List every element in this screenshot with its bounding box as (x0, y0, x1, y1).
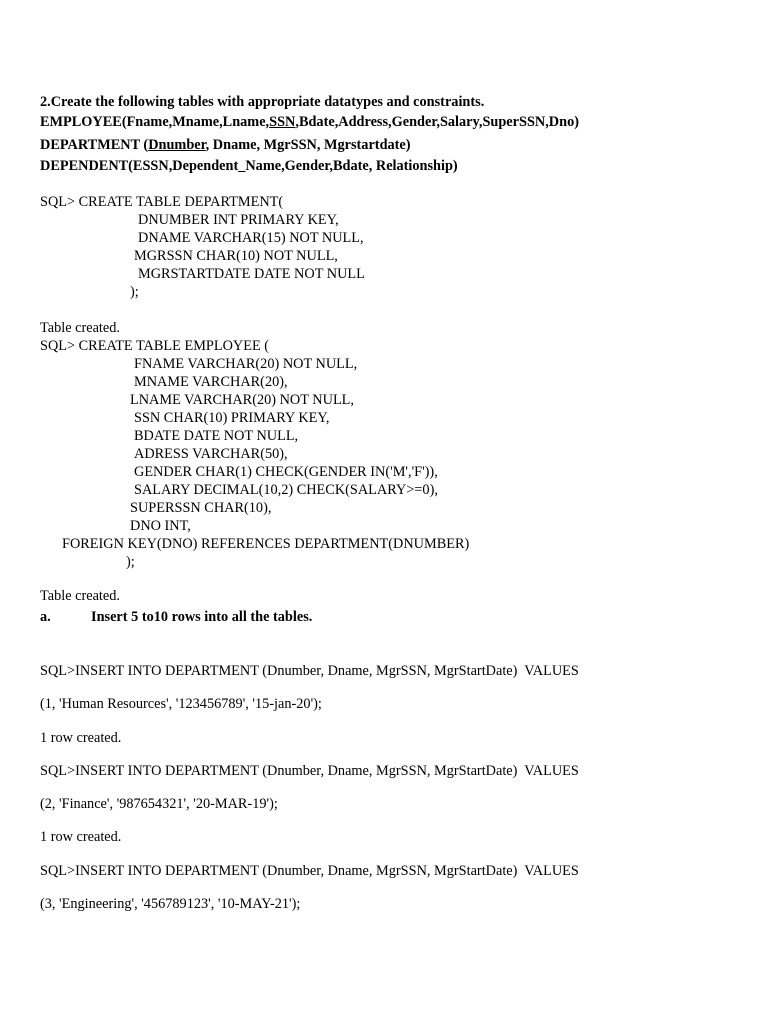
create-employee-line: FOREIGN KEY(DNO) REFERENCES DEPARTMENT(DNUMBER) (62, 536, 470, 552)
insert-values: (2, 'Finance', '987654321', '20-MAR-19'); (40, 796, 278, 812)
create-department-line: SQL> CREATE TABLE DEPARTMENT( (40, 194, 284, 210)
dependent-schema: DEPENDENT(ESSN,Dependent_Name,Gender,Bdate, Relationship) (40, 158, 458, 174)
create-employee-line: BDATE DATE NOT NULL, (134, 428, 299, 444)
create-department-line: DNAME VARCHAR(15) NOT NULL, (138, 230, 364, 246)
create-employee-result: Table created. (40, 588, 120, 604)
create-employee-line: ADRESS VARCHAR(50), (134, 446, 288, 462)
create-department-line: MGRSSN CHAR(10) NOT NULL, (134, 248, 338, 264)
insert-statement: SQL>INSERT INTO DEPARTMENT (Dnumber, Dname, MgrSSN, MgrStartDate) VALUES (40, 863, 579, 879)
create-employee-line: GENDER CHAR(1) CHECK(GENDER IN('M','F')), (134, 464, 438, 480)
create-department-line: DNUMBER INT PRIMARY KEY, (138, 212, 339, 228)
create-employee-line: MNAME VARCHAR(20), (134, 374, 288, 390)
create-employee-line: SALARY DECIMAL(10,2) CHECK(SALARY>=0), (134, 482, 438, 498)
employee-schema-post: ,Bdate,Address,Gender,Salary,SuperSSN,Dno) (295, 114, 579, 130)
create-employee-line: FNAME VARCHAR(20) NOT NULL, (134, 356, 358, 372)
task-heading: 2.Create the following tables with appropriate datatypes and constraints. (40, 94, 485, 110)
create-department-result: Table created. (40, 320, 120, 336)
create-department-line: ); (130, 284, 139, 300)
employee-primary-key: SSN (269, 114, 296, 130)
insert-result: 1 row created. (40, 730, 122, 746)
create-employee-line: ); (126, 554, 135, 570)
insert-values: (1, 'Human Resources', '123456789', '15-jan-20'); (40, 696, 322, 712)
insert-statement: SQL>INSERT INTO DEPARTMENT (Dnumber, Dname, MgrSSN, MgrStartDate) VALUES (40, 663, 579, 679)
step-a-label: a. (40, 609, 51, 625)
employee-schema (40, 113, 579, 131)
insert-statement: SQL>INSERT INTO DEPARTMENT (Dnumber, Dname, MgrSSN, MgrStartDate) VALUES (40, 763, 579, 779)
create-employee-line: SUPERSSN CHAR(10), (130, 500, 272, 516)
department-schema (40, 136, 411, 154)
department-schema-post: , Dname, MgrSSN, Mgrstartdate) (205, 137, 411, 153)
employee-schema-pre: EMPLOYEE(Fname,Mname,Lname, (40, 114, 270, 130)
department-schema-pre: DEPARTMENT ( (40, 137, 149, 153)
create-employee-line: DNO INT, (130, 518, 191, 534)
create-employee-line: SQL> CREATE TABLE EMPLOYEE ( (40, 338, 270, 354)
insert-result: 1 row created. (40, 829, 122, 845)
insert-values: (3, 'Engineering', '456789123', '10-MAY-21'); (40, 896, 301, 912)
create-employee-line: LNAME VARCHAR(20) NOT NULL, (130, 392, 354, 408)
create-department-line: MGRSTARTDATE DATE NOT NULL (138, 266, 365, 282)
create-employee-line: SSN CHAR(10) PRIMARY KEY, (134, 410, 330, 426)
step-a-text: Insert 5 to10 rows into all the tables. (91, 609, 313, 625)
department-primary-key: Dnumber (148, 137, 206, 153)
